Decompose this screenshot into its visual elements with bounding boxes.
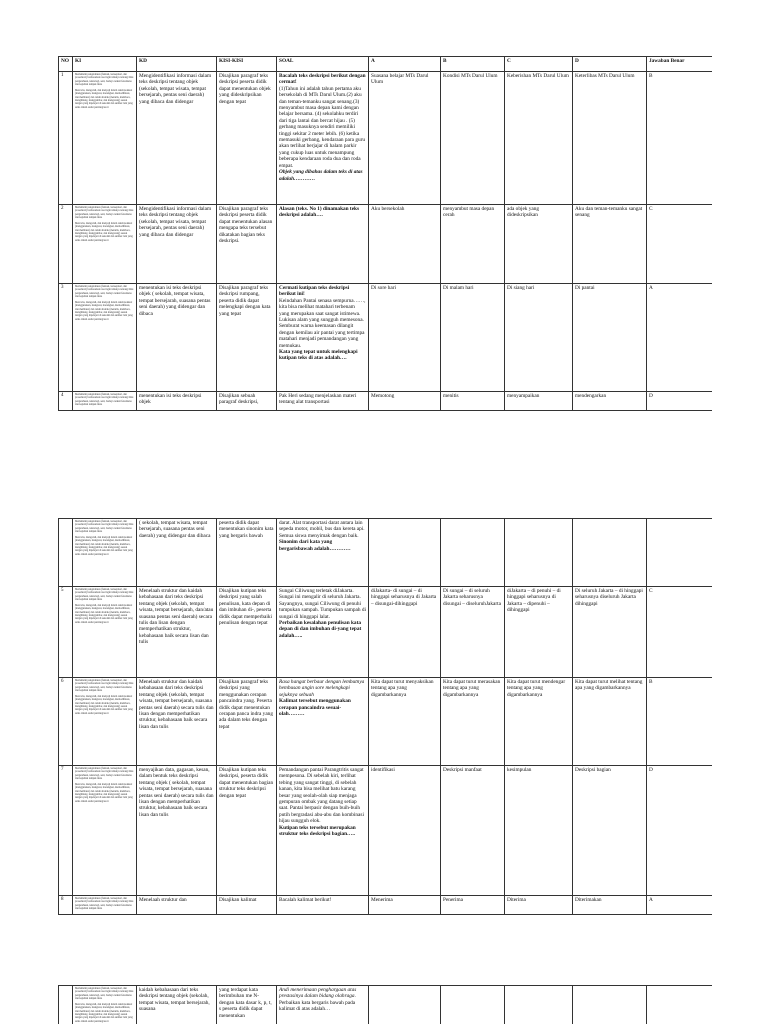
row-number: 2 <box>59 205 73 284</box>
option-b: menyambut masa depan cerah <box>441 205 505 284</box>
kd-cell: ( sekolah, tempat wisata, tempat bersejarah, suasana pentas seni daerah) yang didengar dan dibaca <box>137 519 217 587</box>
ki-cell: Memahami pengetahuan (faktual, konseptual, dan prosedural) berdasarkan rasa ingin tahunya tentang ilmu pengetahuan, teknologi, seni, budaya terkait fenomena dan kejadian tampak mata Mencoba, mengolah, dan menyaji dalam ranah konkret (menggunakan, mengurai, merangkai, memodifikasi, dan membuat) dan ranah abstrak (menulis, membaca, menghitung, menggambar, dan mengarang) sesuai dengan yang dipelajari di sekolah dan sumber lain yang sama dalam sudut pandang/teori <box>73 519 137 587</box>
option-d: Kita dapat turut melihat tentang apa yang digambarkannya <box>573 678 647 766</box>
row-number: 3 <box>59 284 73 392</box>
kisi-cell: Disajikan kalimat <box>217 896 277 915</box>
question-table-2 <box>58 518 712 915</box>
option-a: Di sore hari <box>369 284 441 392</box>
header-c: C <box>505 57 573 72</box>
option-c: menyampaikan <box>505 392 573 411</box>
header-d: D <box>573 57 647 72</box>
kd-cell: kaidah kebahasaan dari teks deskripsi tentang objek (sekolah, tempat wisata, tempat bersejarah, suasana <box>137 986 217 1024</box>
option-c: ada objek yang dideskripsikan <box>505 205 573 284</box>
answer-key: B <box>647 72 713 205</box>
option-d: mendengarkan <box>573 392 647 411</box>
kd-cell: Menelaah struktur dan kaidah kebahasaan dari teks deskripsi tentang objek (sekolah, tempat wisata, tempat bersejarah, dan/atau suasana pentas seni daerah) secara tulis dan lisan dengan memperhatikan struktur, kebahasaan baik secara lisan dan tulis <box>137 587 217 678</box>
kd-cell: Mengidentifikasi informasi dalam teks deskripsi tentang objek (sekolah, tempat wisata, tempat bersejarah, pentas seni daerah) yang dibaca dan didengar <box>137 72 217 205</box>
option-d: Deskripsi bagian <box>573 766 647 896</box>
answer-key: D <box>647 766 713 896</box>
option-c: kesimpulan <box>505 766 573 896</box>
option-b: Di malam hari <box>441 284 505 392</box>
option-d: Di pantai <box>573 284 647 392</box>
option-d: Di seluruh Jakarta – di hinggapi seharusnya diseluruh Jakarta dihinggapi <box>573 587 647 678</box>
option-c: Diterima <box>505 896 573 915</box>
option-a: Suasana belajar MTs Darul Ulum <box>369 72 441 205</box>
table-row <box>59 392 713 411</box>
option-a: Kita dapat turut menyaksikan tentang apa yang digambarkannya <box>369 678 441 766</box>
option-b: Deskripsi manfaat <box>441 766 505 896</box>
answer-key: C <box>647 205 713 284</box>
kd-cell: menyajikan data, gagasan, kesan, dalam bentuk teks deskripsi tentang objek ( sekolah, tempat wisata, tempat bersejarah, suasana pentas seni daerah) secara tulis dan lisan dengan memperhatikan struktur, kebahasaan baik secara lisan dan tulis <box>137 766 217 896</box>
row-number: 4 <box>59 392 73 411</box>
soal-cell: darat. Alat transportasi darat antara lain sepeda motor, mobil, bus dan kereta api. Semua siswa menyimak dengan baik. Sinonim dari kata yang bergarisbawah adalah………… <box>277 519 369 587</box>
table-fragment-3 <box>58 985 712 1024</box>
kisi-cell: Disajikan paragraf teks deskripsi yang menggunakan cerapan pancaindra yang. Peserta didik dapat menentukan cerapan panca indra yang ada dalam teks dengan tepat <box>217 678 277 766</box>
table-row <box>59 896 713 915</box>
header-b: B <box>441 57 505 72</box>
option-b: menitis <box>441 392 505 411</box>
ki-cell: Memahami pengetahuan (faktual, konseptual, dan prosedural) berdasarkan rasa ingin tahunya tentang ilmu pengetahuan, teknologi, seni, budaya terkait fenomena dan kejadian tampak mata Mencoba, mengolah, dan menyaji dalam ranah konkret (menggunakan, mengurai, merangkai, memodifikasi, dan membuat) dan ranah abstrak (menulis, membaca, menghitung, menggambar, dan mengarang) sesuai dengan yang dipelajari di sekolah dan sumber lain yang sama dalam sudut pandang/teori <box>73 587 137 678</box>
kisi-cell: Disajikan sebuah paragraf deskripsi, <box>217 392 277 411</box>
header-ki: KI <box>73 57 137 72</box>
option-d: Keterlibas MTs Darul Ulum <box>573 72 647 205</box>
option-b: Kondisi MTs Darul Ulum <box>441 72 505 205</box>
answer-key: D <box>647 392 713 411</box>
row-number: 6 <box>59 678 73 766</box>
table-fragment-2 <box>58 518 712 915</box>
kd-cell: Mengidentifikasi informasi dalam teks deskripsi tentang objek (sekolah, tempat wisata, tempat bersejarah, pentas seni daerah) yang dibaca dan didengar <box>137 205 217 284</box>
header-jawaban: Jawaban Benar <box>647 57 713 72</box>
ki-cell: Memahami pengetahuan (faktual, konseptual, dan prosedural) berdasarkan rasa ingin tahunya tentang ilmu pengetahuan, teknologi, seni, budaya terkait fenomena dan kejadian tampak mata Mencoba, mengolah, dan menyaji dalam ranah konkret (menggunakan, mengurai, merangkai, memodifikasi, dan membuat) dan ranah abstrak (menulis, membaca, menghitung, menggambar, dan mengarang) sesuai dengan yang dipelajari di sekolah dan sumber lain yang sama dalam sudut pandang/teori <box>73 205 137 284</box>
option-c: Di siang hari <box>505 284 573 392</box>
kisi-cell: peserta didik dapat menentukan sinonim kata yang bergaris bawah <box>217 519 277 587</box>
option-d: Diterimakan <box>573 896 647 915</box>
table-row <box>59 284 713 392</box>
ki-cell: Memahami pengetahuan (faktual, konseptual, dan prosedural) berdasarkan rasa ingin tahunya tentang ilmu pengetahuan, teknologi, seni, budaya terkait fenomena dan kejadian tampak mata Mencoba, mengolah, dan menyaji dalam ranah konkret (menggunakan, mengurai, merangkai, memodifikasi, dan membuat) dan ranah abstrak (menulis, membaca, menghitung, menggambar, dan mengarang) sesuai dengan yang dipelajari di sekolah dan sumber lain yang sama dalam sudut pandang/teori <box>73 72 137 205</box>
kisi-cell: Disajikan kutipan teks deskripsi yang salah penulisan, kata depan di dan imbuhan di-, peserta didik dapat memperbaiki penulisan dengan tepat <box>217 587 277 678</box>
table-row <box>59 587 713 678</box>
question-table-1 <box>58 56 712 411</box>
question-table-3 <box>58 985 712 1024</box>
option-a: diJakarta- di sungai – di hinggapi seharusnya di Jakarta – disungai-dihinggapi <box>369 587 441 678</box>
option-b: Penerima <box>441 896 505 915</box>
option-b: Kita dapat turut merasakan tentang apa yang digambarkannya <box>441 678 505 766</box>
table-row <box>59 678 713 766</box>
ki-cell: Memahami pengetahuan (faktual, konseptual, dan prosedural) berdasarkan rasa ingin tahunya tentang ilmu pengetahuan, teknologi, seni, budaya terkait fenomena dan kejadian tampak mata Mencoba, mengolah, dan menyaji dalam ranah konkret (menggunakan, mengurai, merangkai, memodifikasi, dan membuat) dan ranah abstrak (menulis, membaca, menghitung, menggambar, dan mengarang) sesuai dengan yang dipelajari di sekolah dan sumber lain yang sama dalam sudut pandang/teori <box>73 678 137 766</box>
option-a: Aku bersekolah <box>369 205 441 284</box>
option-a: identifikasi <box>369 766 441 896</box>
table-row-continued <box>59 986 713 1024</box>
table-row <box>59 72 713 205</box>
header-soal: SOAL <box>277 57 369 72</box>
table-fragment-1 <box>58 56 712 411</box>
ki-cell: Memahami pengetahuan (faktual, konseptual, dan prosedural) berdasarkan rasa ingin tahunya tentang ilmu pengetahuan, teknologi, seni, budaya terkait fenomena dan kejadian tampak mata Mencoba, mengolah, dan menyaji dalam ranah konkret (menggunakan, mengurai, merangkai, memodifikasi, dan membuat) dan ranah abstrak (menulis, membaca, menghitung, menggambar, dan mengarang) sesuai dengan yang dipelajari di sekolah dan sumber lain yang sama dalam sudut pandang/teori <box>73 284 137 392</box>
option-c: diJakarta – di penuhi – di hinggapi seharusnya di Jakarta – dipenuhi – dihinggapi <box>505 587 573 678</box>
option-c: Keberishan MTs Darul Ulum <box>505 72 573 205</box>
kisi-cell: yang terdapat kata berimbuhan me N- dengan kata dasar k, p, t, s peserta didik dapat menentukan <box>217 986 277 1024</box>
table-row-continued <box>59 519 713 587</box>
table-header-row <box>59 57 713 72</box>
answer-key: B <box>647 678 713 766</box>
soal-cell: Pak Heri sedang menjelaskan materi tentang alat transportasi <box>277 392 369 411</box>
ki-cell: Memahami pengetahuan (faktual, konseptual, dan prosedural) berdasarkan rasa ingin tahunya tentang ilmu pengetahuan, teknologi, seni, budaya terkait fenomena dan kejadian tampak mata Mencoba, mengolah, dan menyaji dalam ranah konkret (menggunakan, mengurai, merangkai, memodifikasi, dan membuat) dan ranah abstrak (menulis, membaca, menghitung, menggambar, dan mengarang) sesuai dengan yang dipelajari di sekolah dan sumber lain yang sama dalam sudut pandang/teori <box>73 986 137 1024</box>
soal-cell: Alasan (teks. No 1) dinamakan teks deskripsi adalah…. <box>277 205 369 284</box>
ki-cell: Memahami pengetahuan (faktual, konseptual, dan prosedural) berdasarkan rasa ingin tahunya tentang ilmu pengetahuan, teknologi, seni, budaya terkait fenomena dan kejadian tampak mata <box>73 392 137 411</box>
ki-cell: Memahami pengetahuan (faktual, konseptual, dan prosedural) berdasarkan rasa ingin tahunya tentang ilmu pengetahuan, teknologi, seni, budaya terkait fenomena dan kejadian tampak mata Mencoba, mengolah, dan menyaji dalam ranah konkret (menggunakan, mengurai, merangkai, memodifikasi, dan membuat) dan ranah abstrak (menulis, membaca, menghitung, menggambar, dan mengarang) sesuai dengan yang dipelajari di sekolah dan sumber lain yang sama dalam sudut pandang/teori <box>73 766 137 896</box>
answer-key: C <box>647 587 713 678</box>
header-kd: KD <box>137 57 217 72</box>
soal-cell: Andi menerimaan penghargaan atas prestasinya dalam bidang olahraga. Perbaikan kata bergaris bawah pada kalimat di atas adalah… <box>277 986 369 1024</box>
kd-cell: menentukan isi teks deskripsi objek <box>137 392 217 411</box>
kd-cell: Menelaah struktur dan kaidah kebahasaan dari teks deskripsi tentang objek (sekolah, tempat wisata, tempat bersejarah, suasana pentas seni daerah) secara tulis dan lisan dengan memperhatikan struktur, kebahasaan baik secara lisan dan tulis <box>137 678 217 766</box>
kisi-cell: Disajikan paragraf teks deskripsi peserta didik dapat menentukan alasan mengapa teks tersebut dikatakan bagian teks deskripsi. <box>217 205 277 284</box>
kisi-cell: Disajikan paragraf teks deskripsi rumpang, peserta didik dapat melengkapi dengan kata yang tepat <box>217 284 277 392</box>
table-row <box>59 205 713 284</box>
soal-cell: Pemandangan pantai Parangtritis sangat mempesona. Di sebelah kiri, terlihat tebing yang sangat tinggi, di sebelah kanan, kita bisa melihat batu karang besar yang seolah-olah siap menjaga gempuran ombak yang datang setiap saat. Pantai berpasir dengan buih-buih putih bergradasi abu-abu dan kombinasi hijau sungguh elok. Kutipan teks tersebut merupakan struktur teks deskripsi bagian….. <box>277 766 369 896</box>
kisi-cell: Disajikan kutipan teks deskripsi, peserta didik dapat menentukan bagian struktur teks deskripsi dengan tepat <box>217 766 277 896</box>
row-number: 8 <box>59 896 73 915</box>
option-d: Aku dan teman-temanku sangat senang <box>573 205 647 284</box>
header-kisi: KISI-KISI <box>217 57 277 72</box>
soal-cell: Rasa hangat berbaur dengan lembutnya hembusan angin sore melengkapi sejuknya sebuah Kalimat tersebut menggunakan cerapan pancaindra sesuai-olah……… <box>277 678 369 766</box>
soal-cell: Bacalah teks deskripsi berikut dengan cermat! (1)Tahun ini adalah tahun pertama aku bersekolah di MTs Darul Ulum.(2) aku dan teman-temanku sangat senang.(3) menyambut masa depan kami dengan belajar bersama. (4) sekolahku terdiri dari tiga lantai dan bercat hijau . (5) gerbang masuknya sendiri memiliki tinggi sekitar 2 meter lebih. (6) ketika memasuki gerbang, kendaraan para guru akan terlihat berjajar di halam parkir yang cukup luas untuk menampung beberapa kendaraan roda dua dan roda empat. Objek yang dibahas dalam teks di atas adalah………… <box>277 72 369 205</box>
kisi-cell: Disajikan paragraf teks deskripsi peserta didik dapat menentukan objek yang dideskripsikan dengan tepat <box>217 72 277 205</box>
option-b: Di sungai – di seluruh Jakarta seharusnya disungai – diseluruhJakarta <box>441 587 505 678</box>
soal-cell: Bacalah kalimat berikut! <box>277 896 369 915</box>
header-no: NO <box>59 57 73 72</box>
kd-cell: menentukan isi teks deskripsi objek ( sekolah, tempat wisata, tempat bersejarah, suasana pentas seni daerah) yang didengar dan dibaca <box>137 284 217 392</box>
row-number: 5 <box>59 587 73 678</box>
option-a: Memotong <box>369 392 441 411</box>
soal-cell: Sungai Ciliwung terletak diJakarta. Sungai ini mengalir di seluruh Jakarta. Sayangnya, sungai Ciliwung di penuhi tumpukan sampah. Tumpukan sampah di sungai di hinggapi lalat. Perbaikan kesalahan penulisan kata depan di dan imbuhan di-yang tepat adalah….. <box>277 587 369 678</box>
option-c: Kita dapat turut mendengar tentang apa yang digambarkannya <box>505 678 573 766</box>
row-number: 7 <box>59 766 73 896</box>
ki-cell: Memahami pengetahuan (faktual, konseptual, dan prosedural) berdasarkan rasa ingin tahunya tentang ilmu pengetahuan, teknologi, seni, budaya terkait fenomena dan kejadian tampak mata <box>73 896 137 915</box>
answer-key: A <box>647 896 713 915</box>
table-row <box>59 766 713 896</box>
row-number: 1 <box>59 72 73 205</box>
answer-key: A <box>647 284 713 392</box>
header-a: A <box>369 57 441 72</box>
soal-cell: Cermati kutipan teks deskripsi berikut ini! Keindahan Pantai senasa sempurna……, kita bisa melihat matahari terbenam yang merupakan saat sangat istimewa. Lukisan alam yang sungguh memesona. Semburat warna keemasan dilangit dengan kemilau air pantai yang tertimpa matahari menjadi pemandangan yang memukau. Kata yang tepat untuk melengkapi kutipan teks di atas adalah…. <box>277 284 369 392</box>
kd-cell: Menelaah struktur dan <box>137 896 217 915</box>
option-a: Menerima <box>369 896 441 915</box>
